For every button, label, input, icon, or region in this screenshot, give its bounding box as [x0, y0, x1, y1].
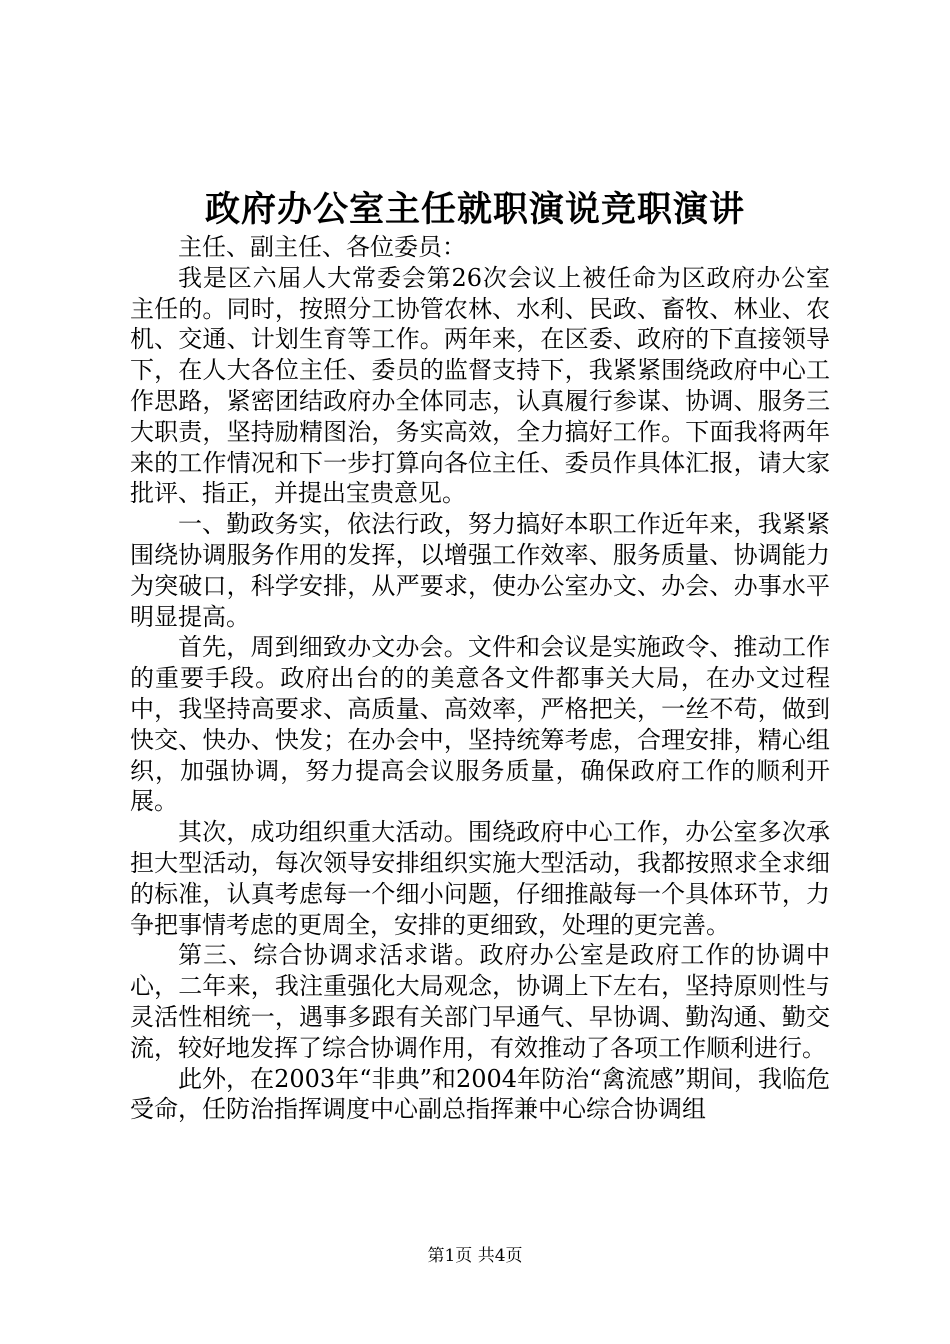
paragraph-salutation: 主任、副主任、各位委员： [178, 233, 466, 261]
paragraph-second-point: 其次，成功组织重大活动。围绕政府中心工作，办公室多次承担大型活动，每次领导安排组织实施大型活动，我都按照求全求细的标准，认真考虑每一个细小问题，仔细推敲每一个具体环节，力争把事情考虑的更周全，安排的更细致，处理的更完善。 [130, 818, 830, 939]
paragraph-introduction: 我是区六届人大常委会第26次会议上被任命为区政府办公室主任的。同时，按照分工协管农林、水利、民政、畜牧、林业、农机、交通、计划生育等工作。两年来，在区委、政府的下直接领导下，在人大各位主任、委员的监督支持下，我紧紧围绕政府中心工作思路，紧密团结政府办全体同志，认真履行参谋、协调、服务三大职责，坚持励精图治，务实高效，全力搞好工作。下面我将两年来的工作情况和下一步打算向各位主任、委员作具体汇报，请大家批评、指正，并提出宝贵意见。 [130, 263, 830, 508]
page-footer: 第1页 共4页 [427, 1246, 523, 1266]
document-body [130, 232, 830, 1125]
paragraph-section-one: 一、勤政务实，依法行政，努力搞好本职工作近年来，我紧紧围绕协调服务作用的发挥，以增强工作效率、服务质量、协调能力为突破口，科学安排，从严要求，使办公室办文、办会、办事水平明显提高。 [130, 510, 830, 631]
paragraph-additional: 此外，在2003年“非典”和2004年防治“禽流感”期间，我临危受命，任防治指挥调度中心副总指挥兼中心综合协调组 [130, 1064, 830, 1124]
paragraph-third-point: 第三、综合协调求活求谐。政府办公室是政府工作的协调中心，二年来，我注重强化大局观念，协调上下左右，坚持原则性与灵活性相统一，遇事多跟有关部门早通气、早协调、勤沟通、勤交流，较好地发挥了综合协调作用，有效推动了各项工作顺利进行。 [130, 941, 830, 1062]
document-title: 政府办公室主任就职演说竞职演讲 [204, 189, 745, 230]
paragraph-first-point: 首先，周到细致办文办会。文件和会议是实施政令、推动工作的重要手段。政府出台的的美意各文件都事关大局，在办文过程中，我坚持高要求、高质量、高效率，严格把关，一丝不苟，做到快交、快办、快发；在办会中，坚持统筹考虑，合理安排，精心组织，加强协调，努力提高会议服务质量，确保政府工作的顺利开展。 [130, 633, 830, 816]
